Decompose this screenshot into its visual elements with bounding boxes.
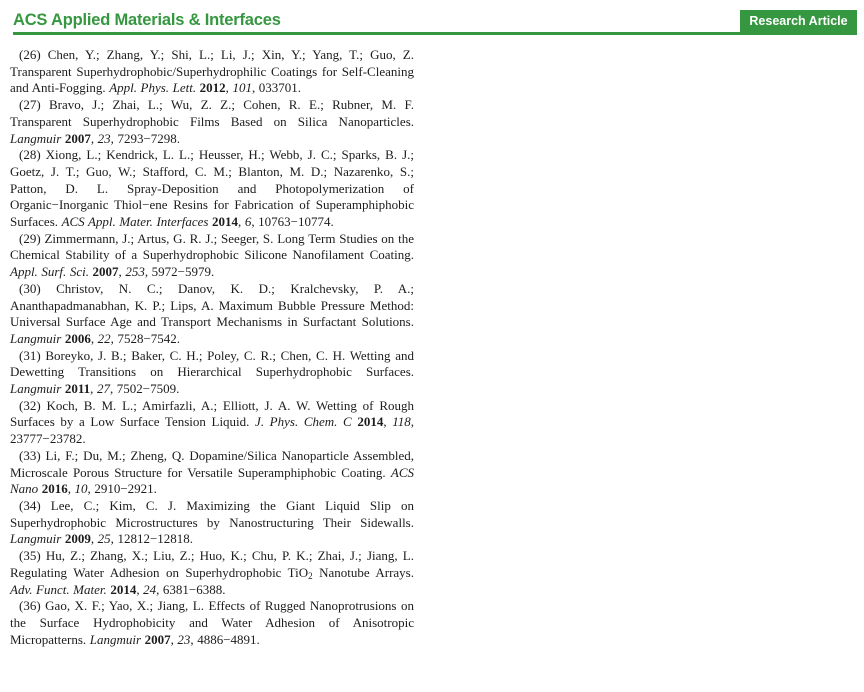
reference-item: (36) Gao, X. F.; Yao, X.; Jiang, L. Effects of Rugged Nanoprotrusions on the Surface Hydrophobicity and Water Adhesion of Anisotropic Micropatterns. Langmuir 2007, 23, 4886−4891. [10,598,414,647]
reference-item: (34) Lee, C.; Kim, C. J. Maximizing the Giant Liquid Slip on Superhydrophobic Microstructures by Nanostructuring Their Sidewalls. Langmuir 2009, 25, 12812−12818. [10,497,414,547]
reference-item: (28) Xiong, L.; Kendrick, L. L.; Heusser, H.; Webb, J. C.; Sparks, B. J.; Goetz, J. T.; Guo, W.; Stafford, C. M.; Blanton, M. D.; Nazarenko, S.; Patton, D. L. Spray-Deposition and Photopolymerization of Organic−Inorganic Thiol−ene Resins for Fabrication of Superamphiphobic Surfaces. ACS Appl. Mater. Interfaces 2014, 6, 10763−10774. [10,147,414,230]
reference-item: (26) Chen, Y.; Zhang, Y.; Shi, L.; Li, J.; Xin, Y.; Yang, T.; Guo, Z. Transparent Superhydrophobic/Superhydrophilic Coatings for Self-Cleaning and Anti-Fogging. Appl. Phys. Lett. 2012, 101, 033701. [10,47,414,96]
header-rule [13,32,857,35]
reference-item: (27) Bravo, J.; Zhai, L.; Wu, Z. Z.; Cohen, R. E.; Rubner, M. F. Transparent Superhydrophobic Films Based on Silica Nanoparticles. Langmuir 2007, 23, 7293−7298. [10,97,414,146]
reference-item: (35) Hu, Z.; Zhang, X.; Liu, Z.; Huo, K.; Chu, P. K.; Zhai, J.; Jiang, L. Regulating Water Adhesion on Superhydrophobic TiO$_2$ Nanotube Arrays. Adv. Funct. Mater. 2014, 24, 6381−6388. [10,548,414,597]
reference-item: (33) Li, F.; Du, M.; Zheng, Q. Dopamine/Silica Nanoparticle Assembled, Microscale Porous Structure for Versatile Superamphiphobic Coating. ACS Nano 2016, 10, 2910−2921. [10,447,414,497]
journal-title: ACS Applied Materials & Interfaces [13,11,281,29]
reference-item: (30) Christov, N. C.; Danov, K. D.; Kralchevsky, P. A.; Ananthapadmanabhan, K. P.; Lips, A. Maximum Bubble Pressure Method: Universal Surface Age and Transport Mechanisms in Surfactant Solutions. Langmuir 2006, 22, 7528−7542. [10,280,414,346]
references-column [10,47,414,648]
reference-item: (29) Zimmermann, J.; Artus, G. R. J.; Seeger, S. Long Term Studies on the Chemical Stability of a Superhydrophobic Silicone Nanofilament Coating. Appl. Surf. Sci. 2007, 253, 5972−5979. [10,230,414,280]
reference-item: (32) Koch, B. M. L.; Amirfazli, A.; Elliott, J. A. W. Wetting of Rough Surfaces by a Low Surface Tension Liquid. J. Phys. Chem. C 2014, 118, 23777−23782. [10,397,414,447]
research-article-badge: Research Article [740,10,857,32]
reference-item: (31) Boreyko, J. B.; Baker, C. H.; Poley, C. R.; Chen, C. H. Wetting and Dewetting Transitions on Hierarchical Superhydrophobic Surfaces. Langmuir 2011, 27, 7502−7509. [10,347,414,397]
